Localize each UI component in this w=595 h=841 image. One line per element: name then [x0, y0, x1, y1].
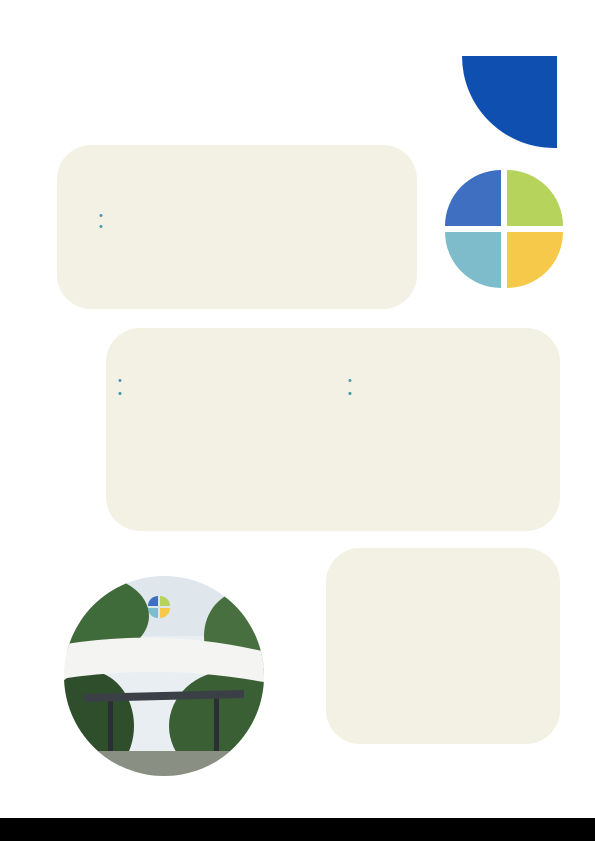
- chapter-tab: [462, 56, 557, 148]
- leaf-frieze-left: [0, 40, 44, 810]
- clover-petal-blue: [445, 170, 501, 226]
- clover-logo-icon: [445, 170, 563, 288]
- awareness-box: [326, 548, 560, 744]
- clover-petal-lightblue: [445, 232, 501, 288]
- bottom-black-band: [0, 818, 595, 841]
- communication-list-left: [114, 374, 328, 387]
- smoking-area-photo: [64, 576, 264, 776]
- communication-list-right: [344, 374, 548, 387]
- signage-list: [99, 209, 417, 220]
- leaf-frieze-top: [0, 0, 595, 46]
- clover-petal-yellow: [507, 232, 563, 288]
- communication-box: [106, 328, 560, 531]
- clover-petal-green: [507, 170, 563, 226]
- signage-box: [57, 145, 417, 309]
- leaf-frieze-bottom: [0, 798, 595, 818]
